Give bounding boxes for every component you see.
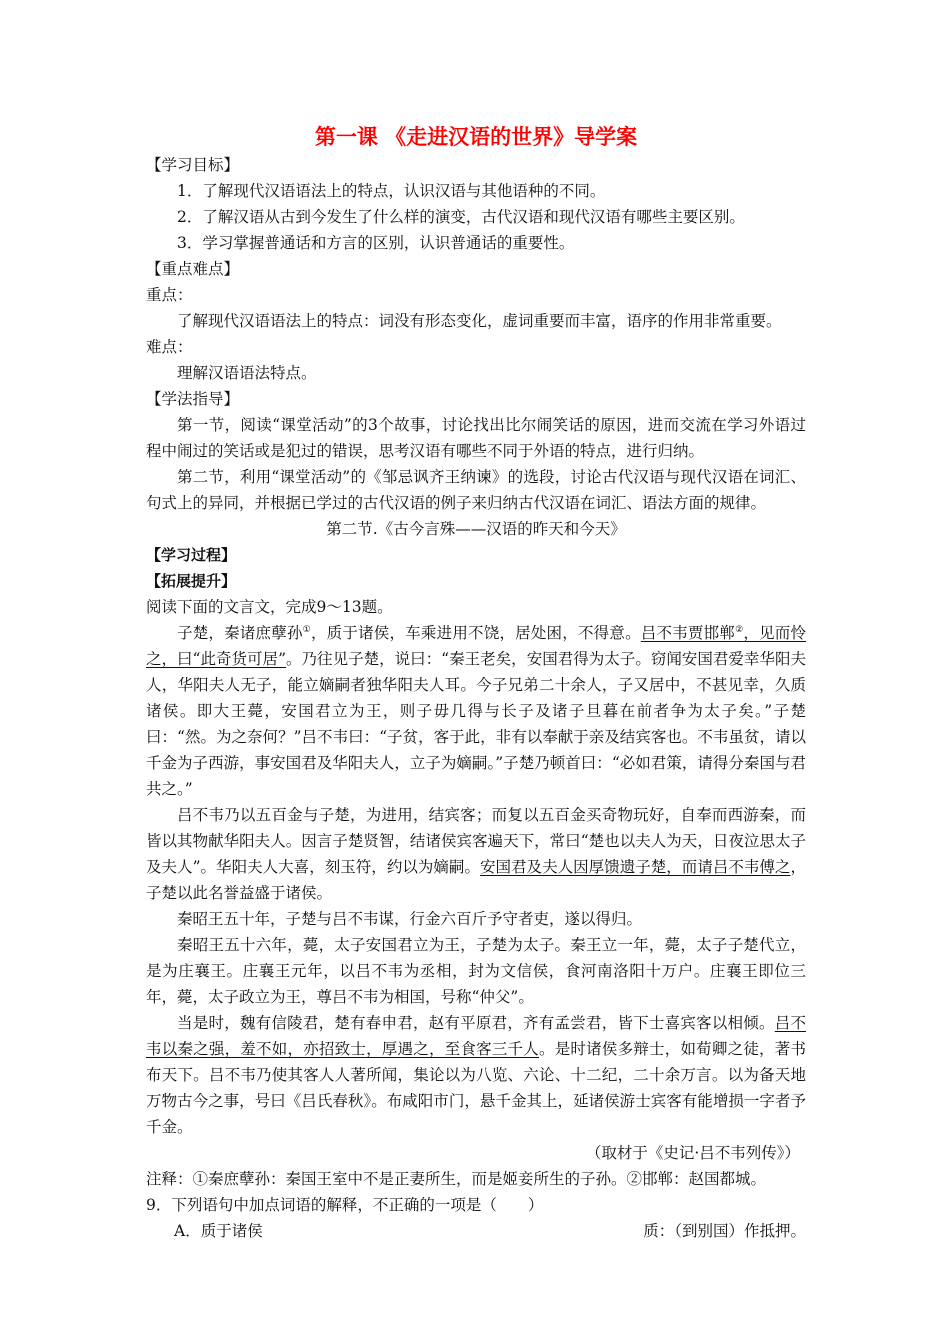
goals-header: 【学习目标】 bbox=[146, 156, 240, 174]
passage-paragraph-2: 吕不韦乃以五百金与子楚，为进用，结宾客；而复以五百金买奇物玩好，自奉而西游秦，而皆以其物献华阳夫人。因言子楚贤智，结诸侯宾客遍天下，常曰“楚也以夫人为天，日夜泣思太子及夫人”。华阳夫人大喜，刻玉符，约以为嫡嗣。安国君及夫人因厚馈遗子楚，而请吕不韦傅之，子楚以此名誉益盛于诸侯。 bbox=[146, 806, 806, 902]
passage-paragraph-5: 当是时，魏有信陵君，楚有春申君，赵有平原君，齐有孟尝君，皆下士喜宾客以相倾。吕不韦以秦之强，羞不如，亦招致士，厚遇之，至食客三千人。是时诸侯多辩士，如荀卿之徒，著书布天下。吕不韦乃使其客人人著所闻，集论以为八览、六论、十二纪，二十余万言。以为备天地万物古今之事，号曰《吕氏春秋》。布咸阳市门，悬千金其上，延诸侯游士宾客有能增损一字者予千金。 bbox=[146, 1014, 806, 1136]
option-a-explanation: 质：（到别国）作抵押。 bbox=[643, 1222, 806, 1240]
question-9-option-a bbox=[146, 1218, 806, 1244]
passage-source: （取材于《史记·吕不韦列传》） bbox=[585, 1144, 800, 1162]
document-page bbox=[146, 122, 806, 1244]
passage-paragraph-4: 秦昭王五十六年，薨，太子安国君立为王，子楚为太子。秦王立一年，薨，太子子楚代立，是为庄襄王。庄襄王元年，以吕不韦为丞相，封为文信侯，食河南洛阳十万户。庄襄王即位三年，薨，太子政立为王，尊吕不韦为相国，号称“仲父”。 bbox=[146, 936, 806, 1006]
reading-instruction: 阅读下面的文言文，完成9～13题。 bbox=[146, 598, 393, 616]
annotation-notes: 注释：①秦庶孽孙：秦国王室中不是正妻所生，而是姬妾所生的子孙。②邯郸：赵国都城。 bbox=[146, 1170, 767, 1188]
key-label: 重点： bbox=[146, 286, 193, 304]
section-title: 第二节.《古今言殊——汉语的昨天和今天》 bbox=[326, 520, 626, 538]
question-9-stem: 9．下列语句中加点词语的解释，不正确的一项是（ ） bbox=[146, 1196, 544, 1214]
underlined-sentence: 安国君及夫人因厚馈遗子楚，而请吕不韦傅之 bbox=[479, 858, 791, 876]
hard-label: 难点： bbox=[146, 338, 193, 356]
goal-item: 2．了解汉语从古到今发生了什么样的演变，古代汉语和现代汉语有哪些主要区别。 bbox=[177, 208, 745, 226]
passage-paragraph-3: 秦昭王五十年，子楚与吕不韦谋，行金六百斤予守者吏，遂以得归。 bbox=[177, 910, 643, 928]
method-paragraph: 第一节，阅读“课堂活动”的3个故事，讨论找出比尔闹笑话的原因，进而交流在学习外语过程中闹过的笑话或是犯过的错误，思考汉语有哪些不同于外语的特点，进行归纳。 bbox=[146, 416, 806, 460]
process-header: 【学习过程】 bbox=[146, 546, 237, 564]
passage-paragraph-1: 子楚，秦诸庶孽孙①，质于诸侯，车乘进用不饶，居处困，不得意。吕不韦贾邯郸②，见而怜之，曰“此奇货可居”。乃往见子楚，说曰：“秦王老矣，安国君得为太子。窃闻安国君爱幸华阳夫人，华阳夫人无子，能立嫡嗣者独华阳夫人耳。今子兄弟二十余人，子又居中，不甚见幸，久质诸侯。即大王薨，安国君立为王，则子毋几得与长子及诸子旦暮在前者争为太子矣。”子楚曰：“然。为之奈何？”吕不韦曰：“子贫，客于此，非有以奉献于亲及结宾客也。不韦虽贫，请以千金为子西游，事安国君及华阳夫人，立子为嫡嗣。”子楚乃顿首曰：“必如君策，请得分秦国与君共之。” bbox=[146, 624, 806, 798]
method-header: 【学法指导】 bbox=[146, 390, 240, 408]
hard-text: 理解汉语语法特点。 bbox=[177, 364, 317, 382]
keypoints-header: 【重点难点】 bbox=[146, 260, 240, 278]
goal-item: 1．了解现代汉语语法上的特点，认识汉语与其他语种的不同。 bbox=[177, 182, 606, 200]
key-text: 了解现代汉语语法上的特点：词没有形态变化，虚词重要而丰富，语序的作用非常重要。 bbox=[177, 312, 782, 330]
goal-item: 3．学习掌握普通话和方言的区别，认识普通话的重要性。 bbox=[177, 234, 575, 252]
underlined-sentence: 吕不韦贾邯郸②，见而怜之，曰“此奇货可居” bbox=[146, 624, 806, 668]
page-title: 第一课 《走进汉语的世界》导学案 bbox=[314, 125, 638, 149]
underlined-sentence: 吕不韦以秦之强，羞不如，亦招致士，厚遇之，至食客三千人 bbox=[146, 1014, 806, 1058]
extension-header: 【拓展提升】 bbox=[146, 572, 237, 590]
option-a-text: A．质于诸侯 bbox=[174, 1222, 263, 1240]
method-paragraph: 第二节，利用“课堂活动”的《邹忌讽齐王纳谏》的选段，讨论古代汉语与现代汉语在词汇、句式上的异同，并根据已学过的古代汉语的例子来归纳古代汉语在词汇、语法方面的规律。 bbox=[146, 468, 806, 512]
